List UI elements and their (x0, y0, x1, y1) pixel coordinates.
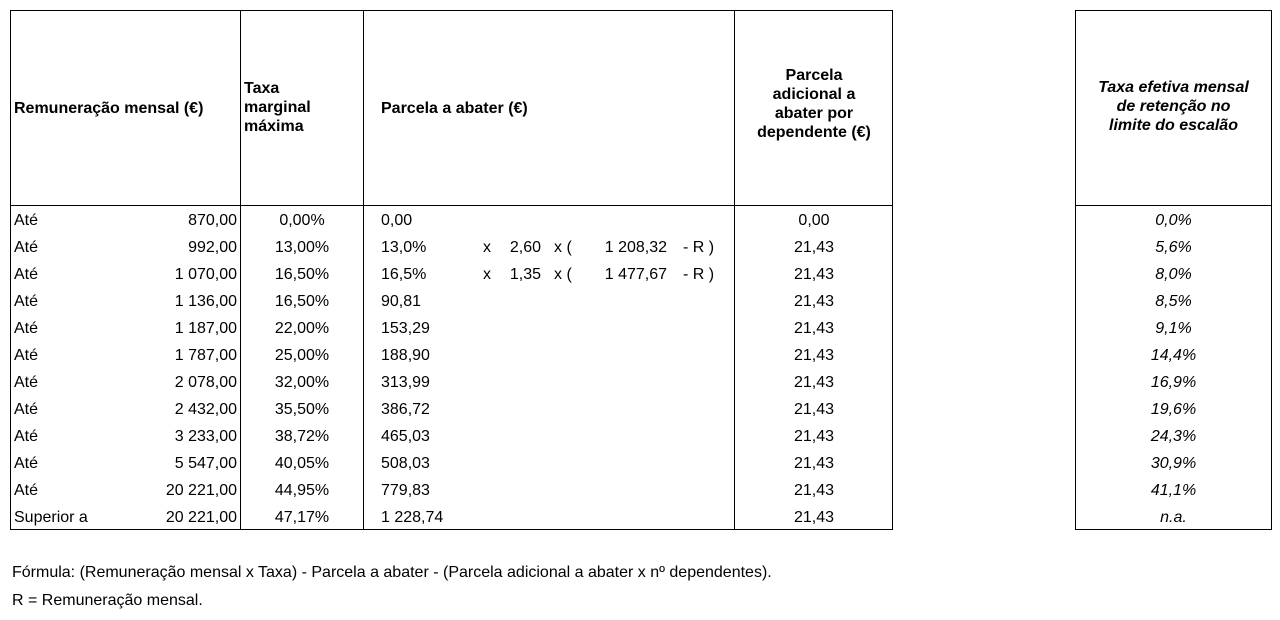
cell-efetiva: 5,6% (1155, 239, 1192, 256)
cell-efetiva: 8,5% (1155, 293, 1192, 310)
cell-mult2: x ( (554, 239, 572, 256)
cell-label: Até (14, 212, 39, 229)
cell-amount: 20 221,00 (165, 509, 237, 526)
table-row (11, 288, 892, 315)
cell-rate: 47,17% (274, 509, 330, 526)
cell-minus: - R ) (683, 239, 715, 256)
header-parcela-adicional: Parcela adicional a abater por dependente (€) (757, 67, 871, 141)
cell-factor: 1,35 (509, 266, 541, 283)
cell-efetiva: 9,1% (1155, 320, 1192, 337)
r-definition-note: R = Remuneração mensal. (12, 592, 203, 609)
cell-efetiva: 14,4% (1150, 347, 1197, 364)
effective-rate-table (1075, 10, 1272, 530)
cell-adicional: 21,43 (793, 239, 835, 256)
cell-adicional: 0,00 (798, 212, 830, 229)
table-row (1076, 288, 1271, 315)
cell-rate: 16,50% (274, 293, 330, 310)
table-row (1076, 504, 1271, 531)
table-row (11, 261, 892, 288)
cell-amount: 870,00 (188, 212, 237, 229)
cell-mult1: x (483, 239, 491, 256)
cell-amount: 992,00 (188, 239, 237, 256)
cell-adicional: 21,43 (793, 509, 835, 526)
cell-rate: 25,00% (274, 347, 330, 364)
table-row (11, 396, 892, 423)
table-row (11, 234, 892, 261)
cell-efetiva: 19,6% (1150, 401, 1197, 418)
cell-efetiva: 8,0% (1155, 266, 1192, 283)
table-row (1076, 342, 1271, 369)
cell-amount: 1 187,00 (174, 320, 237, 337)
cell-label: Superior a (14, 509, 88, 526)
cell-label: Até (14, 482, 39, 499)
cell-rate: 35,50% (274, 401, 330, 418)
table-row (1076, 450, 1271, 477)
cell-mult1: x (483, 266, 491, 283)
cell-efetiva: 24,3% (1150, 428, 1197, 445)
table-row (1076, 261, 1271, 288)
cell-rate: 13,00% (274, 239, 330, 256)
header-taxa-marginal: Taxa marginal máxima (244, 80, 311, 135)
cell-efetiva: n.a. (1160, 509, 1187, 526)
table-row (11, 342, 892, 369)
cell-parcela: 1 228,74 (381, 509, 444, 526)
table-row (1076, 477, 1271, 504)
cell-parcela: 386,72 (381, 401, 430, 418)
table-row (1076, 234, 1271, 261)
cell-minus: - R ) (683, 266, 715, 283)
cell-parcela: 313,99 (381, 374, 430, 391)
cell-adicional: 21,43 (793, 482, 835, 499)
table-row (1076, 423, 1271, 450)
cell-parcela: 779,83 (381, 482, 430, 499)
cell-parcela: 0,00 (381, 212, 413, 229)
cell-amount: 1 136,00 (174, 293, 237, 310)
table-row (11, 207, 892, 234)
cell-rate: 44,95% (274, 482, 330, 499)
cell-label: Até (14, 401, 39, 418)
table-row (11, 315, 892, 342)
cell-adicional: 21,43 (793, 455, 835, 472)
table-row (11, 477, 892, 504)
cell-parcela: 90,81 (381, 293, 422, 310)
cell-factor: 2,60 (509, 239, 541, 256)
cell-adicional: 21,43 (793, 428, 835, 445)
cell-rate: 32,00% (274, 374, 330, 391)
cell-label: Até (14, 455, 39, 472)
cell-adicional: 21,43 (793, 293, 835, 310)
cell-parcela: 188,90 (381, 347, 430, 364)
cell-adicional: 21,43 (793, 401, 835, 418)
cell-base: 1 477,67 (604, 266, 667, 283)
cell-amount: 1 070,00 (174, 266, 237, 283)
cell-rate: 38,72% (274, 428, 330, 445)
cell-label: Até (14, 293, 39, 310)
table-row (1076, 396, 1271, 423)
formula-note: Fórmula: (Remuneração mensal x Taxa) - Parcela a abater - (Parcela adicional a abater x nº dependentes). (12, 564, 772, 581)
cell-base: 1 208,32 (604, 239, 667, 256)
table-row (11, 450, 892, 477)
cell-parcela: 508,03 (381, 455, 430, 472)
cell-rate: 40,05% (274, 455, 330, 472)
cell-label: Até (14, 239, 39, 256)
cell-amount: 20 221,00 (165, 482, 237, 499)
header-parcela-abater: Parcela a abater (€) (381, 100, 528, 117)
cell-amount: 1 787,00 (174, 347, 237, 364)
cell-efetiva: 41,1% (1150, 482, 1197, 499)
cell-amount: 2 078,00 (174, 374, 237, 391)
cell-adicional: 21,43 (793, 266, 835, 283)
table-row (1076, 207, 1271, 234)
header-divider (1076, 205, 1271, 206)
cell-parcela: 153,29 (381, 320, 430, 337)
header-divider (11, 205, 892, 206)
cell-parcela: 13,0% (381, 239, 427, 256)
cell-rate: 16,50% (274, 266, 330, 283)
cell-efetiva: 16,9% (1150, 374, 1197, 391)
cell-rate: 0,00% (279, 212, 325, 229)
cell-adicional: 21,43 (793, 320, 835, 337)
cell-amount: 5 547,00 (174, 455, 237, 472)
header-taxa-efetiva: Taxa efetiva mensal de retenção no limite do escalão (1098, 79, 1249, 134)
cell-label: Até (14, 428, 39, 445)
cell-label: Até (14, 347, 39, 364)
cell-label: Até (14, 374, 39, 391)
table-row (11, 423, 892, 450)
cell-adicional: 21,43 (793, 374, 835, 391)
cell-parcela: 16,5% (381, 266, 427, 283)
table-row (11, 369, 892, 396)
cell-mult2: x ( (554, 266, 572, 283)
cell-adicional: 21,43 (793, 347, 835, 364)
cell-parcela: 465,03 (381, 428, 430, 445)
table-row (1076, 315, 1271, 342)
cell-amount: 2 432,00 (174, 401, 237, 418)
table-row (11, 504, 892, 531)
cell-amount: 3 233,00 (174, 428, 237, 445)
cell-efetiva: 30,9% (1150, 455, 1197, 472)
withholding-table (10, 10, 893, 530)
header-remuneracao: Remuneração mensal (€) (14, 100, 204, 117)
table-row (1076, 369, 1271, 396)
cell-rate: 22,00% (274, 320, 330, 337)
cell-label: Até (14, 266, 39, 283)
cell-label: Até (14, 320, 39, 337)
cell-efetiva: 0,0% (1155, 212, 1192, 229)
